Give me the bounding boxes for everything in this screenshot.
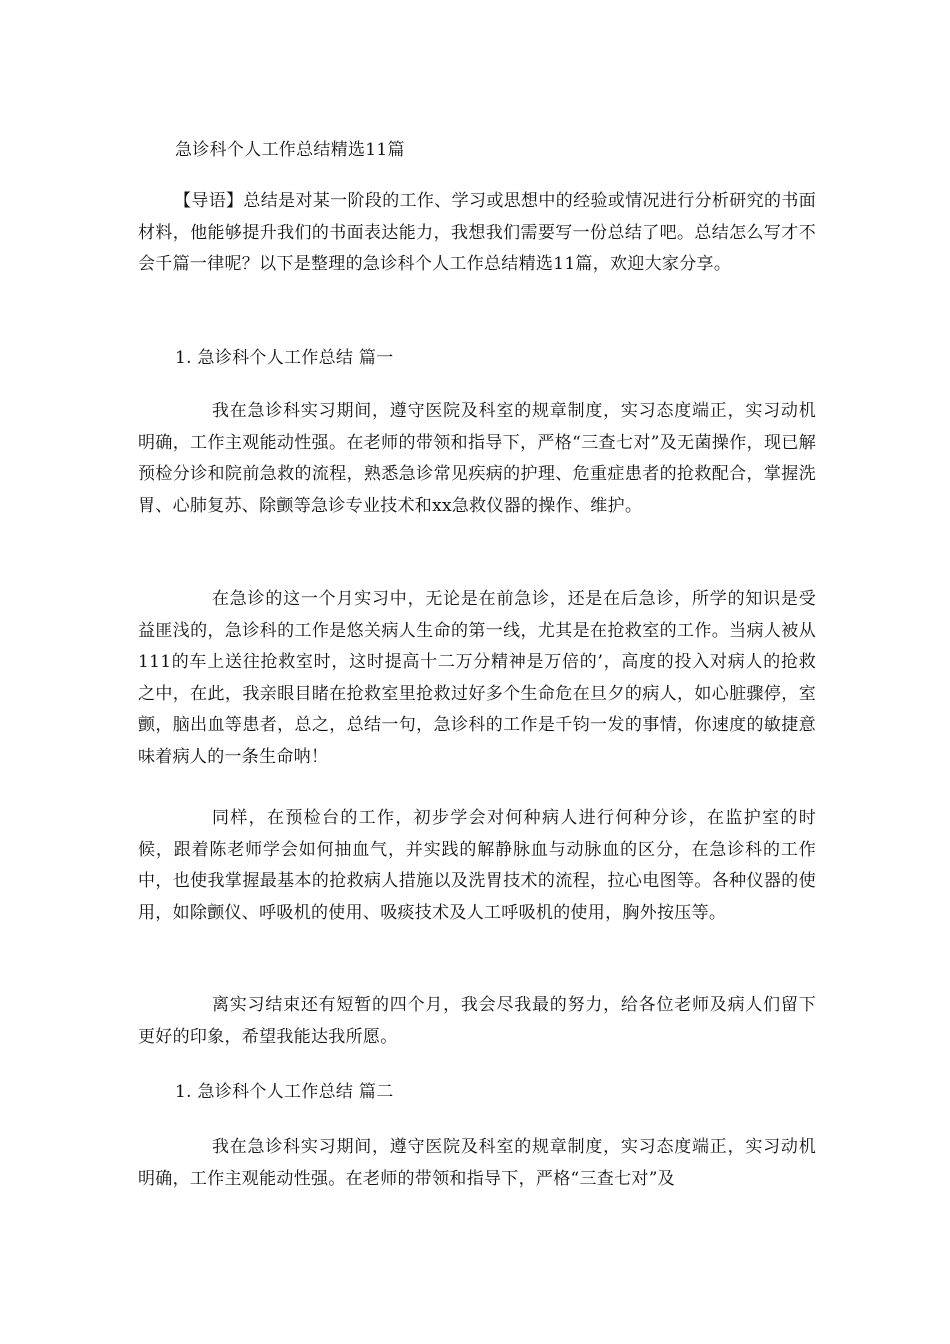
section1-paragraph-1: 我在急诊科实习期间，遵守医院及科室的规章制度，实习态度端正，实习动机明确，工作主观能动性强。在老师的带领和指导下，严格“三查七对”及无菌操作，现已解预检分诊和院前急救的流程，熟悉急诊常见疾病的护理、危重症患者的抢救配合，掌握洗胃、心肺复苏、除颤等急诊专业技术和xx急救仪器的操作、维护。 — [138, 401, 816, 516]
section1-paragraph-3: 同样，在预检台的工作，初步学会对何种病人进行何种分诊，在监护室的时候，跟着陈老师学会如何抽血气，并实践的解静脉血与动脉血的区分，在急诊科的工作中，也使我掌握最基本的抢救病人措施以及洗胃技术的流程，拉心电图等。各种仪器的使用，如除颤仪、呼吸机的使用、吸痰技术及人工呼吸机的使用，胸外按压等。 — [138, 808, 816, 923]
section1-paragraph-2: 在急诊的这一个月实习中，无论是在前急诊，还是在后急诊，所学的知识是受益匪浅的，急诊科的工作是悠关病人生命的第一线，尤其是在抢救室的工作。当病人被从111的车上送往抢救室时，这时提高十二万分精神是万倍的’，高度的投入对病人的抢救之中，在此，我亲眼目睹在抢救室里抢救过好多个生命危在旦夕的病人，如心脏骤停，室颤，脑出血等患者，总之，总结一句，急诊科的工作是千钧一发的事情，你速度的敏捷意味着病人的一条生命呐！ — [138, 589, 816, 767]
section-heading-2: 1. 急诊科个人工作总结 篇二 — [175, 1082, 394, 1102]
document-title: 急诊科个人工作总结精选11篇 — [175, 140, 405, 160]
intro-paragraph: 【导语】总结是对某一阶段的工作、学习或思想中的经验或情况进行分析研究的书面材料，他能够提升我们的书面表达能力，我想我们需要写一份总结了吧。总结怎么写才不会千篇一律呢？以下是整理的急诊科个人工作总结精选11篇，欢迎大家分享。 — [138, 191, 816, 274]
section-heading-1: 1. 急诊科个人工作总结 篇一 — [175, 348, 394, 368]
section2-paragraph-1: 我在急诊科实习期间，遵守医院及科室的规章制度，实习态度端正，实习动机明确，工作主观能动性强。在老师的带领和指导下，严格“三查七对”及 — [138, 1137, 816, 1189]
section1-paragraph-4: 离实习结束还有短暂的四个月，我会尽我最的努力，给各位老师及病人们留下更好的印象，希望我能达我所愿。 — [138, 995, 816, 1047]
